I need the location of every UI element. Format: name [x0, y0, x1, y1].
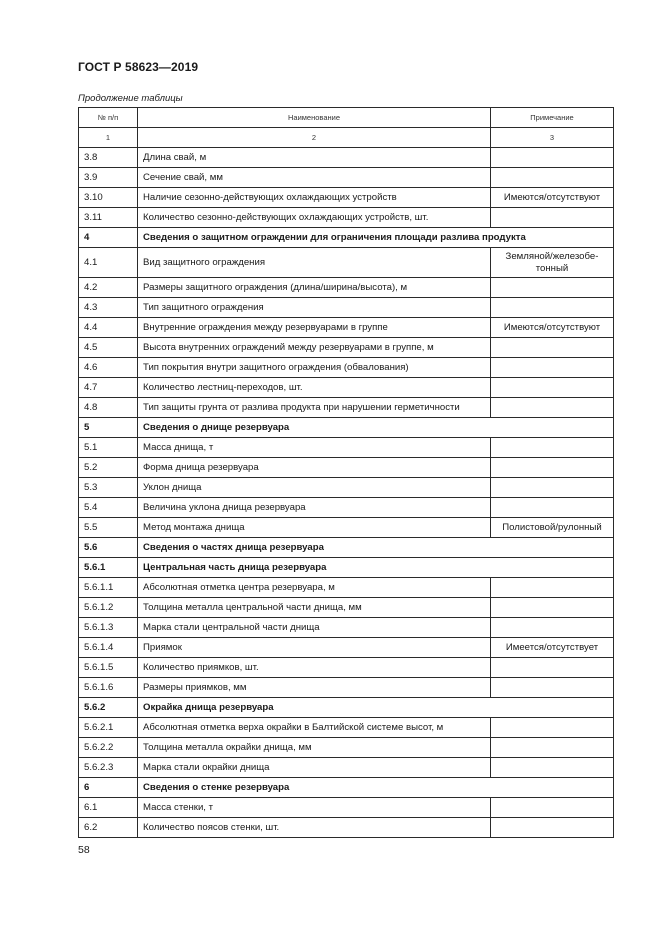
row-note: [491, 458, 614, 478]
row-number: 5.3: [79, 478, 138, 498]
row-note: Земляной/железобе-тонный: [491, 248, 614, 278]
row-note: [491, 358, 614, 378]
table-row: [79, 518, 614, 538]
table-row: [79, 718, 614, 738]
row-note: [491, 598, 614, 618]
row-note: [491, 438, 614, 458]
row-note: [491, 378, 614, 398]
row-note: [491, 658, 614, 678]
row-number: 5.6.2.2: [79, 738, 138, 758]
row-number: 4: [79, 228, 138, 248]
row-note: [491, 278, 614, 298]
section-row: [79, 418, 614, 438]
index-name: 2: [138, 128, 491, 148]
row-number: 6.1: [79, 798, 138, 818]
row-number: 5.6.1.3: [79, 618, 138, 638]
row-name: Количество сезонно-действующих охлаждающих устройств, шт.: [138, 208, 491, 228]
specification-table: [78, 107, 614, 838]
table-row: [79, 338, 614, 358]
row-name: Размеры приямков, мм: [138, 678, 491, 698]
table-row: [79, 358, 614, 378]
row-number: 4.7: [79, 378, 138, 398]
row-number: 4.6: [79, 358, 138, 378]
table-row: [79, 598, 614, 618]
row-number: 6: [79, 778, 138, 798]
row-number: 5: [79, 418, 138, 438]
row-number: 5.6.2.1: [79, 718, 138, 738]
table-row: [79, 378, 614, 398]
row-number: 3.8: [79, 148, 138, 168]
row-number: 5.1: [79, 438, 138, 458]
row-number: 4.5: [79, 338, 138, 358]
section-row: [79, 538, 614, 558]
row-note: Имеются/отсутствуют: [491, 318, 614, 338]
table-row: [79, 438, 614, 458]
row-name: Приямок: [138, 638, 491, 658]
row-note: [491, 148, 614, 168]
table-row: [79, 678, 614, 698]
table-row: [79, 818, 614, 838]
table-row: [79, 478, 614, 498]
section-title: Сведения о днище резервуара: [138, 418, 614, 438]
section-row: [79, 778, 614, 798]
row-name: Тип защиты грунта от разлива продукта при нарушении герметичности: [138, 398, 491, 418]
row-note: Имеются/отсутствуют: [491, 188, 614, 208]
section-row: [79, 228, 614, 248]
row-number: 5.6: [79, 538, 138, 558]
row-note: [491, 618, 614, 638]
row-number: 4.1: [79, 248, 138, 278]
table-row: [79, 738, 614, 758]
row-name: Абсолютная отметка верха окрайки в Балтийской системе высот, м: [138, 718, 491, 738]
row-number: 5.6.1.1: [79, 578, 138, 598]
row-name: Величина уклона днища резервуара: [138, 498, 491, 518]
section-title: Окрайка днища резервуара: [138, 698, 614, 718]
row-number: 5.6.1.4: [79, 638, 138, 658]
row-name: Количество поясов стенки, шт.: [138, 818, 491, 838]
row-name: Наличие сезонно-действующих охлаждающих устройств: [138, 188, 491, 208]
table-row: [79, 278, 614, 298]
row-name: Масса стенки, т: [138, 798, 491, 818]
row-note: [491, 398, 614, 418]
row-note: [491, 298, 614, 318]
row-name: Внутренние ограждения между резервуарами в группе: [138, 318, 491, 338]
header-num: № п/п: [79, 108, 138, 128]
row-number: 4.4: [79, 318, 138, 338]
row-number: 3.9: [79, 168, 138, 188]
section-row: [79, 698, 614, 718]
row-number: 5.4: [79, 498, 138, 518]
row-note: [491, 338, 614, 358]
table-index-row: [79, 128, 614, 148]
row-number: 5.6.1.6: [79, 678, 138, 698]
row-number: 4.3: [79, 298, 138, 318]
row-note: [491, 168, 614, 188]
table-header-row: [79, 108, 614, 128]
row-number: 4.8: [79, 398, 138, 418]
table-row: [79, 188, 614, 208]
row-number: 5.2: [79, 458, 138, 478]
row-number: 4.2: [79, 278, 138, 298]
row-name: Абсолютная отметка центра резервуара, м: [138, 578, 491, 598]
row-name: Метод монтажа днища: [138, 518, 491, 538]
section-row: [79, 558, 614, 578]
table-row: [79, 318, 614, 338]
row-name: Форма днища резервуара: [138, 458, 491, 478]
table-row: [79, 148, 614, 168]
row-note: Полистовой/рулонный: [491, 518, 614, 538]
header-note: Примечание: [491, 108, 614, 128]
row-number: 3.10: [79, 188, 138, 208]
row-number: 5.6.2.3: [79, 758, 138, 778]
section-title: Центральная часть днища резервуара: [138, 558, 614, 578]
row-name: Тип покрытия внутри защитного ограждения (обвалования): [138, 358, 491, 378]
table-row: [79, 798, 614, 818]
table-row: [79, 248, 614, 278]
row-note: [491, 818, 614, 838]
table-row: [79, 498, 614, 518]
row-name: Длина свай, м: [138, 148, 491, 168]
row-name: Уклон днища: [138, 478, 491, 498]
table-row: [79, 168, 614, 188]
row-name: Марка стали центральной части днища: [138, 618, 491, 638]
table-row: [79, 638, 614, 658]
table-row: [79, 758, 614, 778]
row-name: Количество приямков, шт.: [138, 658, 491, 678]
row-note: [491, 758, 614, 778]
table-row: [79, 298, 614, 318]
section-title: Сведения о стенке резервуара: [138, 778, 614, 798]
row-number: 5.6.1: [79, 558, 138, 578]
row-note: [491, 498, 614, 518]
row-number: 5.6.2: [79, 698, 138, 718]
row-note: [491, 738, 614, 758]
row-note: Имеется/отсутствует: [491, 638, 614, 658]
row-number: 5.5: [79, 518, 138, 538]
row-name: Вид защитного ограждения: [138, 248, 491, 278]
section-title: Сведения о частях днища резервуара: [138, 538, 614, 558]
table-row: [79, 578, 614, 598]
row-note: [491, 578, 614, 598]
table-row: [79, 658, 614, 678]
row-note: [491, 798, 614, 818]
row-name: Толщина металла центральной части днища, мм: [138, 598, 491, 618]
row-name: Количество лестниц-переходов, шт.: [138, 378, 491, 398]
header-name: Наименование: [138, 108, 491, 128]
row-name: Высота внутренних ограждений между резервуарами в группе, м: [138, 338, 491, 358]
page-number: 58: [78, 844, 90, 856]
document-title: ГОСТ Р 58623—2019: [78, 60, 199, 74]
table-row: [79, 208, 614, 228]
table-continuation-caption: Продолжение таблицы: [78, 93, 183, 104]
table-row: [79, 458, 614, 478]
section-title: Сведения о защитном ограждении для ограничения площади разлива продукта: [138, 228, 614, 248]
table-row: [79, 618, 614, 638]
row-name: Размеры защитного ограждения (длина/ширина/высота), м: [138, 278, 491, 298]
row-number: 5.6.1.2: [79, 598, 138, 618]
row-name: Марка стали окрайки днища: [138, 758, 491, 778]
row-number: 5.6.1.5: [79, 658, 138, 678]
table-row: [79, 398, 614, 418]
row-name: Сечение свай, мм: [138, 168, 491, 188]
row-note: [491, 478, 614, 498]
row-note: [491, 678, 614, 698]
row-note: [491, 718, 614, 738]
row-name: Тип защитного ограждения: [138, 298, 491, 318]
index-note: 3: [491, 128, 614, 148]
index-num: 1: [79, 128, 138, 148]
row-name: Масса днища, т: [138, 438, 491, 458]
row-number: 6.2: [79, 818, 138, 838]
row-note: [491, 208, 614, 228]
row-number: 3.11: [79, 208, 138, 228]
row-name: Толщина металла окрайки днища, мм: [138, 738, 491, 758]
